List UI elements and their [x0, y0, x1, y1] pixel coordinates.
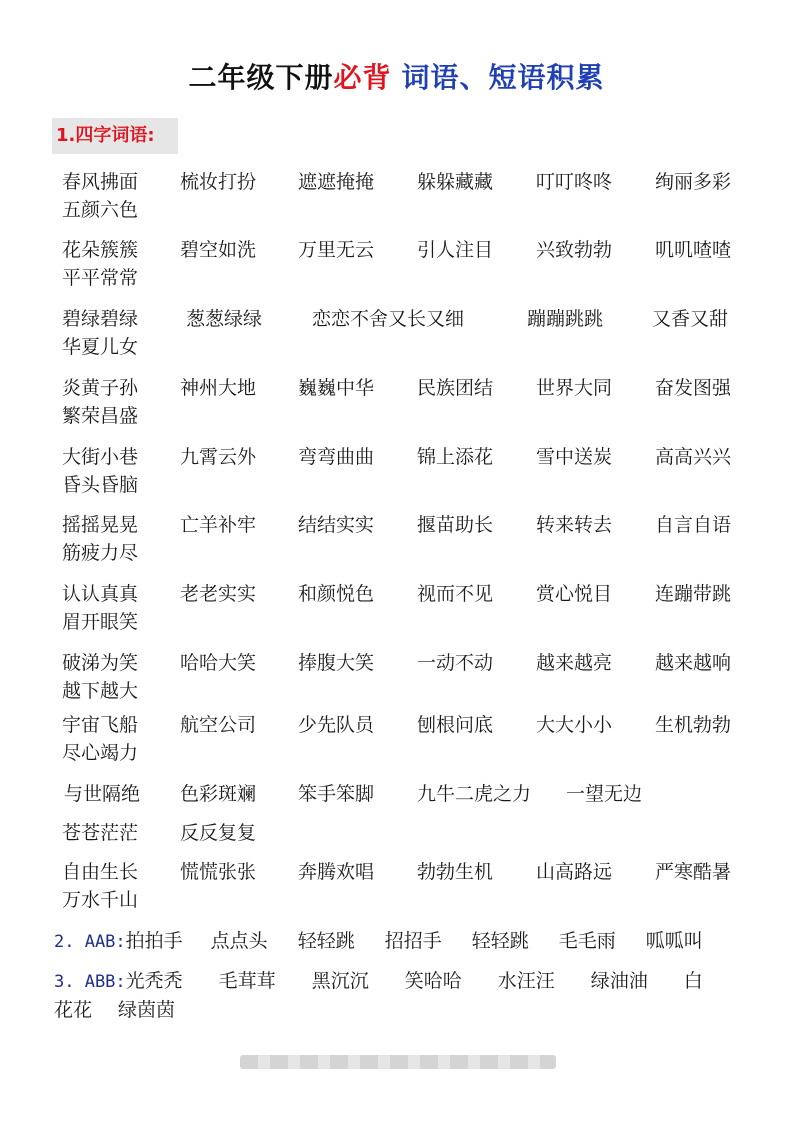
- word-row: [0, 305, 793, 361]
- word-item-wrapped: 繁荣昌盛: [62, 405, 139, 427]
- word-item: 世界大同: [536, 377, 613, 399]
- word-row: [0, 858, 793, 914]
- word-item: 与世隔绝: [64, 783, 141, 805]
- word-item: 少先队员: [298, 714, 375, 736]
- word-item-wrapped: 尽心竭力: [62, 742, 139, 764]
- abb-label: 3. ABB:: [54, 972, 126, 992]
- word-item: 和颜悦色: [298, 583, 375, 605]
- abb-word: 绿茵茵: [118, 999, 176, 1021]
- abb-word-list: [54, 967, 754, 1024]
- word-row-line: [0, 511, 793, 539]
- word-item: 一望无边: [566, 783, 643, 805]
- aab-word: 毛毛雨: [558, 930, 616, 952]
- word-item: 引人注目: [417, 239, 494, 261]
- word-item: 炎黄子孙: [62, 377, 139, 399]
- word-item-wrapped: 五颜六色: [62, 199, 139, 221]
- word-item-wrapped: 越下越大: [62, 680, 139, 702]
- page-title: [0, 58, 793, 98]
- word-item: 自由生长: [62, 861, 139, 883]
- section-label-four-char: 1.四字词语:: [52, 118, 178, 154]
- blurred-footer-bar: [240, 1055, 556, 1069]
- word-item: 赏心悦目: [536, 583, 613, 605]
- abb-wrapped-line: [54, 996, 754, 1024]
- word-item: 大街小巷: [62, 446, 139, 468]
- abb-word: 毛茸茸: [218, 970, 276, 992]
- word-row: [0, 168, 793, 224]
- word-item: 叽叽喳喳: [655, 239, 732, 261]
- word-item: 葱葱绿绿: [186, 308, 263, 330]
- word-item: 破涕为笑: [62, 652, 139, 674]
- word-item: 躲躲藏藏: [417, 171, 494, 193]
- word-row-line: [0, 168, 793, 196]
- word-item: 慌慌张张: [180, 861, 257, 883]
- word-item: 奔腾欢唱: [298, 861, 375, 883]
- word-item: 哈哈大笑: [180, 652, 257, 674]
- abb-word: 黑沉沉: [311, 970, 369, 992]
- aab-word: 招招手: [384, 930, 442, 952]
- word-item: 亡羊补牢: [180, 514, 257, 536]
- word-item: 奋发图强: [655, 377, 732, 399]
- word-row: [0, 511, 793, 567]
- word-item-wrapped: 眉开眼笑: [62, 611, 139, 633]
- word-item: 连蹦带跳: [655, 583, 732, 605]
- word-item: 结结实实: [298, 514, 375, 536]
- word-item-wrapped: 万水千山: [62, 889, 139, 911]
- word-item-wrapped: 华夏儿女: [62, 336, 139, 358]
- word-item: 九霄云外: [180, 446, 257, 468]
- aab-word: 点点头: [210, 930, 268, 952]
- title-part-grade: 二年级下册: [188, 61, 334, 94]
- word-item: 锦上添花: [417, 446, 494, 468]
- word-item: 万里无云: [298, 239, 375, 261]
- aab-word: 呱呱叫: [645, 930, 703, 952]
- word-item: 苍苍茫茫: [62, 822, 139, 844]
- word-item: 视而不见: [417, 583, 494, 605]
- word-item-wrapped: 筋疲力尽: [62, 542, 139, 564]
- word-row-line: [0, 858, 793, 886]
- word-row: [0, 443, 793, 499]
- word-row-line: [0, 374, 793, 402]
- word-item: 揠苗助长: [417, 514, 494, 536]
- word-item: 刨根问底: [417, 714, 494, 736]
- word-row-line: [0, 236, 793, 264]
- word-row-line: [0, 649, 793, 677]
- word-item: 认认真真: [62, 583, 139, 605]
- abb-word: 绿油油: [590, 970, 648, 992]
- word-item: 恋恋不舍又长又细: [312, 308, 465, 330]
- word-item: 春风拂面: [62, 171, 139, 193]
- word-item: 航空公司: [180, 714, 257, 736]
- word-item: 宇宙飞船: [62, 714, 139, 736]
- word-item: 一动不动: [417, 652, 494, 674]
- word-row-line: [0, 711, 793, 739]
- word-item: 雪中送炭: [536, 446, 613, 468]
- title-part-must: 必背: [333, 61, 392, 94]
- word-item: 笨手笨脚: [298, 783, 375, 805]
- word-row: [0, 580, 793, 636]
- word-item: 碧绿碧绿: [62, 308, 139, 330]
- word-item: 越来越响: [655, 652, 732, 674]
- word-item: 巍巍中华: [298, 377, 375, 399]
- word-item: 九牛二虎之力: [417, 783, 532, 805]
- word-item: 梳妆打扮: [180, 171, 257, 193]
- word-item: 色彩斑斓: [180, 783, 257, 805]
- title-part-topic: 词语、短语积累: [401, 61, 605, 94]
- aab-word: 拍拍手: [125, 930, 183, 952]
- word-row-line: [0, 443, 793, 471]
- abb-word: 水汪汪: [497, 970, 555, 992]
- word-item: 严寒酷暑: [655, 861, 732, 883]
- word-row: [0, 780, 793, 808]
- abb-word: 花花: [54, 999, 93, 1021]
- word-item: 弯弯曲曲: [298, 446, 375, 468]
- word-row: [0, 819, 793, 847]
- word-item: 老老实实: [180, 583, 257, 605]
- aab-word: 轻轻跳: [471, 930, 529, 952]
- word-item: 叮叮咚咚: [536, 171, 613, 193]
- word-item: 勃勃生机: [417, 861, 494, 883]
- word-item: 自言自语: [655, 514, 732, 536]
- word-row-line: [0, 780, 793, 808]
- word-row-line: [0, 580, 793, 608]
- abb-word: 笑哈哈: [404, 970, 462, 992]
- word-item: 神州大地: [180, 377, 257, 399]
- word-item: 碧空如洗: [180, 239, 257, 261]
- aab-word: 轻轻跳: [297, 930, 355, 952]
- word-item: 民族团结: [417, 377, 494, 399]
- word-row: [0, 711, 793, 767]
- word-item: 花朵簇簇: [62, 239, 139, 261]
- abb-word: 白: [683, 970, 703, 992]
- word-item: 捧腹大笑: [298, 652, 375, 674]
- word-row: [0, 649, 793, 705]
- word-item: 兴致勃勃: [536, 239, 613, 261]
- word-item-wrapped: 昏头昏脑: [62, 474, 139, 496]
- aab-word-list: [54, 927, 754, 956]
- word-item: 山高路远: [536, 861, 613, 883]
- word-item: 遮遮掩掩: [298, 171, 375, 193]
- word-item-wrapped: 平平常常: [62, 267, 139, 289]
- word-row: [0, 374, 793, 430]
- word-item: 蹦蹦跳跳: [527, 308, 604, 330]
- word-row: [0, 236, 793, 292]
- word-item: 高高兴兴: [655, 446, 732, 468]
- word-item: 越来越亮: [536, 652, 613, 674]
- aab-label: 2. AAB:: [54, 932, 126, 952]
- word-row-line: [0, 305, 793, 333]
- word-item: 又香又甜: [652, 308, 729, 330]
- word-item: 绚丽多彩: [655, 171, 732, 193]
- word-item: 转来转去: [536, 514, 613, 536]
- word-item: 生机勃勃: [655, 714, 732, 736]
- abb-word: 光秃秃: [125, 970, 183, 992]
- word-item: 反反复复: [180, 822, 257, 844]
- word-row-line: [0, 819, 793, 847]
- word-item: 摇摇晃晃: [62, 514, 139, 536]
- word-item: 大大小小: [536, 714, 613, 736]
